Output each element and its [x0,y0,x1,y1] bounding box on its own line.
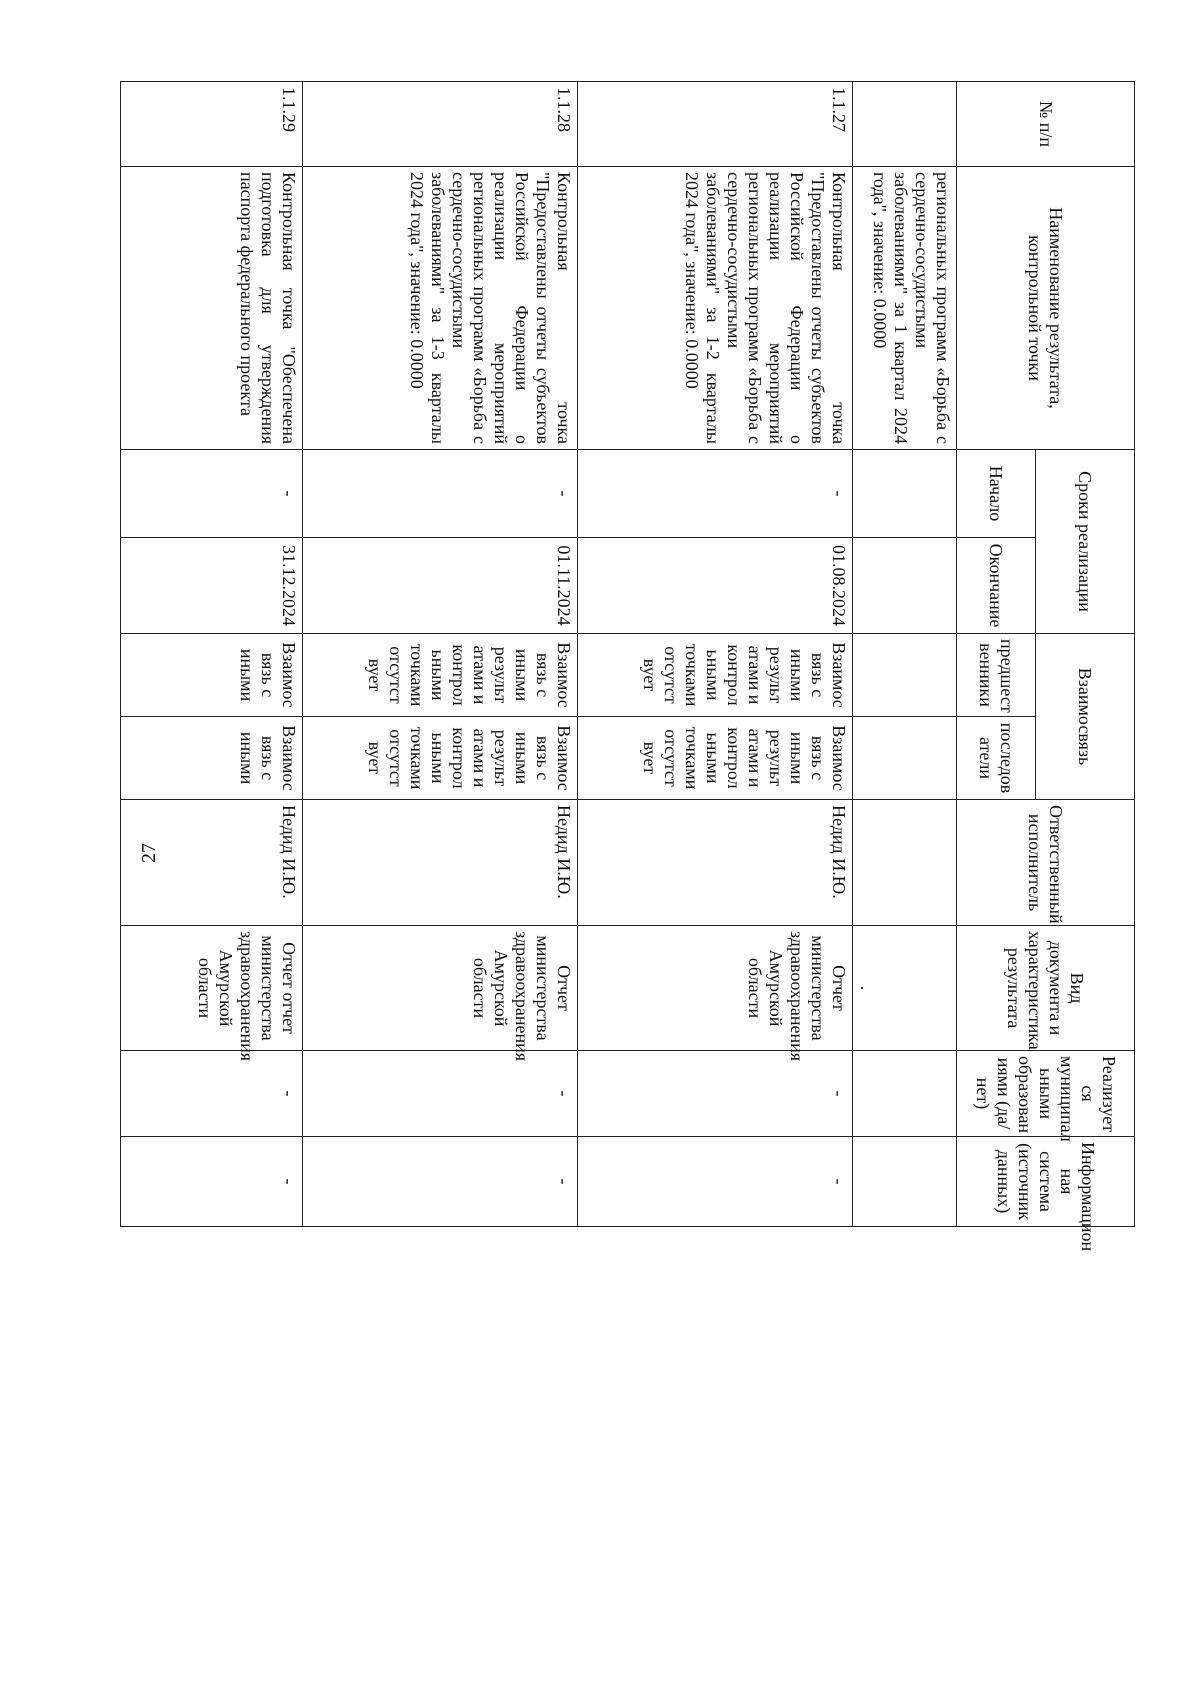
cell-end: 01.08.2024 [578,538,853,634]
table-row [853,82,957,1227]
cell-predecessors: Взаимос вязь с иными результ атами и контрол ьными точками отсутст вует [578,634,853,717]
cell-municipal: - [303,1051,578,1137]
table-row [121,82,303,1227]
cell-infosystem: - [578,1137,853,1227]
cell-start: - [303,450,578,538]
cell-municipal: - [121,1051,303,1137]
cell-infosystem [853,1137,957,1227]
cell-num [853,82,957,167]
cell-successors [853,717,957,800]
cell-successors: Взаимос вязь с иными результ атами и контрол ьными точками отсутст вует [578,717,853,800]
page-number: 27 [138,843,160,863]
header-infosystem: Информацион ная система (источник данных) [957,1137,1135,1227]
cell-name: региональных программ «Борьба с сердечно-сосудистыми заболеваниями" за 1 квартал 2024 года", значение: 0.0000 [853,167,957,450]
table-row [578,82,853,1227]
cell-municipal: - [578,1051,853,1137]
cell-name: Контрольная точка "Предоставлены отчеты субъектов Российской Федерации о реализации мероприятий региональных программ «Борьба с сердечно-сосудистыми заболеваниями" за 1-3 кварталы 2024 года", значение: 0.0000 [303,167,578,450]
cell-end: 31.12.2024 [121,538,303,634]
cell-end: 01.11.2024 [303,538,578,634]
cell-predecessors: Взаимос вязь с иными [121,634,303,717]
cell-successors: Взаимос вязь с иными [121,717,303,800]
header-predecessors: предшест венники [957,634,1036,717]
cell-document: Отчет министерства здравоохранения Амурской области [578,926,853,1051]
cell-municipal [853,1051,957,1137]
plan-table [120,81,1135,1252]
cell-successors: Взаимос вязь с иными результ атами и контрол ьными точками отсутст вует [303,717,578,800]
cell-document: . [853,926,957,1051]
cell-start [853,450,957,538]
cell-name: Контрольная точка "Предоставлены отчеты субъектов Российской Федерации о реализации мероприятий региональных программ «Борьба с сердечно-сосудистыми заболеваниями" за 1-2 кварталы 2024 года", значение: 0.0000 [578,167,853,450]
cell-responsible: Недид И.Ю. [303,800,578,926]
header-terms: Сроки реализации [1036,450,1135,634]
header-end: Окончание [957,538,1036,634]
cell-num: 1.1.27 [578,82,853,167]
header-relation: Взаимосвязь [1036,634,1135,800]
cell-responsible: Недид И.Ю. [578,800,853,926]
header-start: Начало [957,450,1036,538]
header-municipal: Реализует ся муниципал ьными образован иями (да/нет) [957,1051,1135,1137]
cell-name: Контрольная точка "Обеспечена подготовка для утверждения паспорта федерального проекта [121,167,303,450]
cell-responsible [853,800,957,926]
cell-num: 1.1.29 [121,82,303,167]
cell-infosystem: - [121,1137,303,1227]
header-num: № п/п [957,82,1135,167]
header-successors: последов атели [957,717,1036,800]
header-row-1 [1036,82,1135,1227]
table-row [303,82,578,1227]
cell-predecessors: Взаимос вязь с иными результ атами и контрол ьными точками отсутст вует [303,634,578,717]
header-name: Наименование результата, контрольной точки [957,167,1135,450]
cell-predecessors [853,634,957,717]
cell-num: 1.1.28 [303,82,578,167]
rotated-table-container [162,81,1135,1252]
cell-document: Отчет министерства здравоохранения Амурской области [303,926,578,1051]
cell-start: - [578,450,853,538]
cell-start: - [121,450,303,538]
header-document: Вид документа и характеристика результата [957,926,1135,1051]
cell-document: Отчет отчет министерства здравоохранения Амурской области [121,926,303,1051]
cell-end [853,538,957,634]
cell-infosystem: - [303,1137,578,1227]
header-responsible: Ответственный исполнитель [957,800,1135,926]
cell-responsible: Недид И.Ю. [121,800,303,926]
